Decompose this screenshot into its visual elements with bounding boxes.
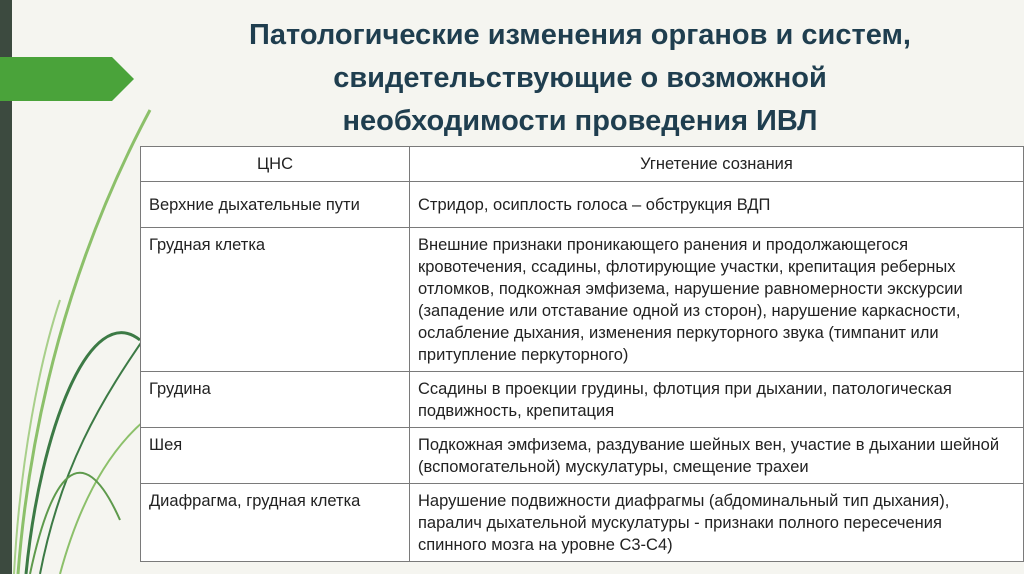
table-row	[141, 372, 1024, 428]
signs-cell: Внешние признаки проникающего ранения и продолжающегося кровотечения, ссадины, флотирующие участки, крепитация реберных отломков, подкожная эмфизема, нарушение равномерности экскурсии (западение или отставание одной из сторон), нарушение каркасности, ослабление дыхания, изменения перкуторного звука (тимпанит или притупление перкуторного)	[410, 228, 1024, 372]
title-line-1: Патологические изменения органов и систем,	[249, 19, 911, 51]
organ-cell: Верхние дыхательные пути	[141, 182, 410, 228]
title-line-2: свидетельствующие о возможной	[333, 62, 827, 94]
table-row	[141, 228, 1024, 372]
signs-cell: Подкожная эмфизема, раздувание шейных вен, участие в дыхании шейной (вспомогательной) мускулатуры, смещение трахеи	[410, 428, 1024, 484]
header-consciousness: Угнетение сознания	[410, 147, 1024, 182]
page-title	[150, 14, 1010, 143]
table-row	[141, 428, 1024, 484]
organ-cell: Грудная клетка	[141, 228, 410, 372]
green-arrow-banner	[0, 57, 134, 101]
signs-cell: Ссадины в проекции грудины, флотция при дыхании, патологическая подвижность, крепитация	[410, 372, 1024, 428]
table-row	[141, 182, 1024, 228]
organ-cell: Диафрагма, грудная клетка	[141, 484, 410, 562]
organ-cell: Шея	[141, 428, 410, 484]
pathology-table	[140, 146, 1024, 562]
table-row	[141, 484, 1024, 562]
organ-cell: Грудина	[141, 372, 410, 428]
header-cns: ЦНС	[141, 147, 410, 182]
table-header-row	[141, 147, 1024, 182]
title-line-3: необходимости проведения ИВЛ	[342, 105, 818, 137]
signs-cell: Нарушение подвижности диафрагмы (абдоминальный тип дыхания), паралич дыхательной мускулатуры - признаки полного пересечения спинного мозга на уровне С3-С4)	[410, 484, 1024, 562]
signs-cell: Стридор, осиплость голоса – обструкция ВДП	[410, 182, 1024, 228]
